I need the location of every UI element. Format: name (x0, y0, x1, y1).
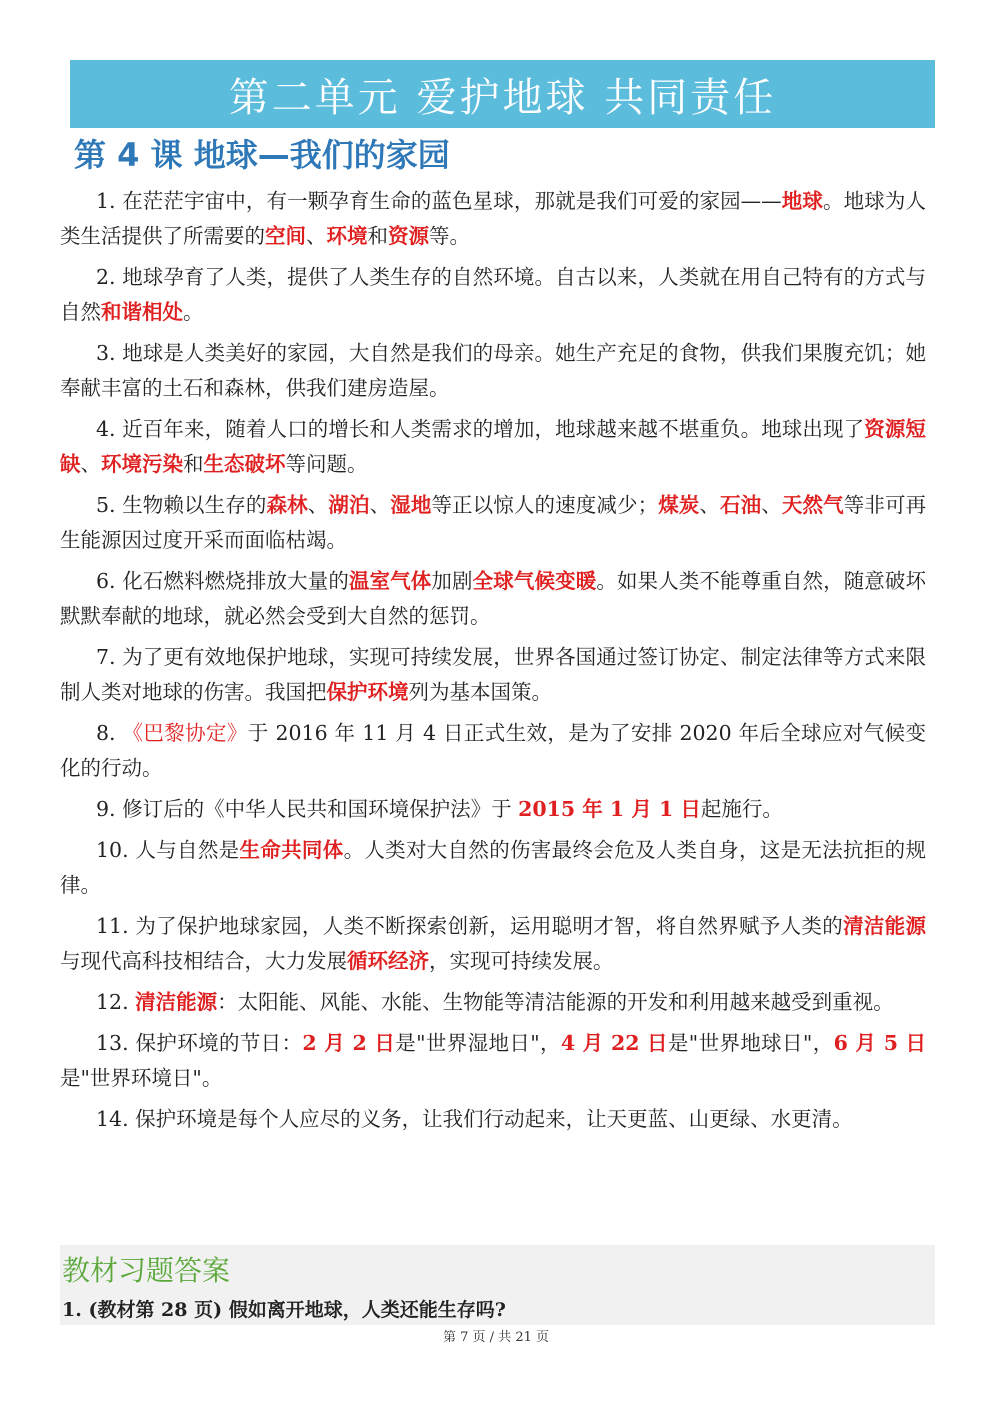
item-text: 9. 修订后的《中华人民共和国环境保护法》于 (96, 797, 519, 821)
knowledge-point-7 (60, 640, 926, 710)
knowledge-point-12 (60, 985, 926, 1020)
knowledge-point-5 (60, 488, 926, 558)
item-text: 、 (306, 224, 327, 248)
item-text: 1. 在茫茫宇宙中，有一颗孕育生命的蓝色星球，那就是我们可爱的家园—— (96, 189, 782, 213)
item-text: 。 (183, 300, 204, 324)
highlight-term: 2015 年 1 月 1 日 (518, 797, 701, 821)
item-text: 等。 (429, 224, 470, 248)
highlight-term: 全球气候变暖 (472, 569, 597, 593)
question-1: 1. (教材第 28 页) 假如离开地球，人类还能生存吗? (62, 1299, 506, 1321)
item-text: 、 (80, 452, 101, 476)
highlight-term: 清洁能源 (843, 914, 926, 938)
highlight-term: 天然气 (781, 493, 844, 517)
item-text: 是"世界环境日"。 (60, 1066, 223, 1090)
highlight-term: 湿地 (390, 493, 432, 517)
item-text: 。地球为人类生活提供了所需要的 (60, 189, 927, 248)
highlight-term: 环境 (326, 224, 368, 248)
knowledge-point-1 (60, 184, 926, 254)
highlight-term: 《巴黎协定》 (122, 721, 248, 745)
item-text: 起施行。 (700, 797, 783, 821)
item-text: 8. (96, 721, 123, 745)
knowledge-point-11 (60, 909, 926, 979)
item-text: 、 (369, 493, 391, 517)
item-text: 与现代高科技相结合，大力发展 (60, 949, 347, 973)
highlight-term: 湖泊 (328, 493, 370, 517)
highlight-term: 温室气体 (348, 569, 432, 593)
item-text: 加剧 (431, 569, 473, 593)
item-text: 列为基本国策。 (408, 680, 552, 704)
highlight-term: 4 月 22 日 (560, 1031, 668, 1055)
item-text: 11. 为了保护地球家园，人类不断探索创新，运用聪明才智，将自然界赋予人类的 (96, 914, 844, 938)
unit-banner (70, 60, 935, 128)
item-text: 、 (761, 493, 782, 517)
knowledge-point-10 (60, 833, 926, 903)
item-text: 12. (96, 990, 136, 1014)
item-text: 7. 为了更有效地保护地球，实现可持续发展，世界各国通过签订协定、制定法律等方式来限制人类对地球的伤害。我国把 (60, 645, 926, 704)
item-text: 4. 近百年来，随着人口的增长和人类需求的增加，地球越来越不堪重负。地球出现了 (96, 417, 865, 441)
highlight-term: 保护环境 (326, 680, 409, 704)
highlight-term: 煤炭 (658, 493, 700, 517)
knowledge-points-list (60, 184, 926, 1143)
unit-title: 第二单元 爱护地球 共同责任 (228, 74, 777, 121)
lesson-title: 第 4 课 地球—我们的家园 (74, 136, 450, 174)
highlight-term: 2 月 2 日 (302, 1031, 396, 1055)
knowledge-point-8 (60, 716, 926, 786)
item-text: 是"世界湿地日"， (395, 1031, 561, 1055)
highlight-term: 和谐相处 (101, 300, 183, 324)
highlight-term: 资源短缺 (60, 417, 927, 476)
knowledge-point-9 (60, 792, 926, 827)
item-text: 是"世界地球日"， (667, 1031, 834, 1055)
item-text: 、 (699, 493, 721, 517)
textbook-answers-section (60, 1245, 935, 1325)
highlight-term: 生态破坏 (203, 452, 286, 476)
item-text: 等正以惊人的速度减少； (431, 493, 659, 517)
item-text: 13. 保护环境的节日： (96, 1031, 303, 1055)
item-text: 等问题。 (285, 452, 368, 476)
highlight-term: 地球 (781, 189, 824, 213)
knowledge-point-14 (60, 1102, 926, 1137)
item-text: 14. 保护环境是每个人应尽的义务，让我们行动起来，让天更蓝、山更绿、水更清。 (96, 1107, 853, 1131)
page-footer: 第 7 页 / 共 21 页 (443, 1330, 549, 1345)
item-text: ，实现可持续发展。 (429, 949, 614, 973)
item-text: 。人类对大自然的伤害最终会危及人类自身，这是无法抗拒的规律。 (60, 838, 926, 897)
highlight-term: 石油 (720, 493, 762, 517)
item-text: 、 (307, 493, 329, 517)
highlight-term: 循环经济 (347, 949, 429, 973)
item-text: ：太阳能、风能、水能、生物能等清洁能源的开发和利用越来越受到重视。 (217, 990, 894, 1014)
knowledge-point-3 (60, 336, 926, 406)
item-text: 5. 生物赖以生存的 (96, 493, 267, 517)
knowledge-point-4 (60, 412, 926, 482)
highlight-term: 资源 (388, 224, 429, 248)
item-text: 2. 地球孕育了人类，提供了人类生存的自然环境。自古以来，人类就在用自己特有的方式与自然 (60, 265, 926, 324)
highlight-term: 空间 (265, 224, 306, 248)
highlight-term: 环境污染 (101, 452, 183, 476)
knowledge-point-2 (60, 260, 926, 330)
highlight-term: 清洁能源 (135, 990, 218, 1014)
knowledge-point-13 (60, 1026, 926, 1096)
item-text: 和 (367, 224, 388, 248)
knowledge-point-6 (60, 564, 926, 634)
item-text: 6. 化石燃料燃烧排放大量的 (96, 569, 349, 593)
highlight-term: 森林 (266, 493, 308, 517)
highlight-term: 生命共同体 (239, 838, 344, 862)
item-text: 等非可再生能源因过度开采而面临枯竭。 (60, 493, 927, 552)
item-text: 。如果人类不能尊重自然，随意破坏默默奉献的地球，就必然会受到大自然的惩罚。 (60, 569, 927, 628)
highlight-term: 6 月 5 日 (833, 1031, 927, 1055)
answers-heading: 教材习题答案 (62, 1254, 231, 1287)
item-text: 3. 地球是人类美好的家园，大自然是我们的母亲。她生产充足的食物，供我们果腹充饥；她奉献丰富的土石和森林，供我们建房造屋。 (60, 341, 926, 400)
item-text: 和 (183, 452, 204, 476)
item-text: 于 2016 年 11 月 4 日正式生效，是为了安排 2020 年后全球应对气候变化的行动。 (60, 721, 927, 780)
item-text: 10. 人与自然是 (96, 838, 240, 862)
